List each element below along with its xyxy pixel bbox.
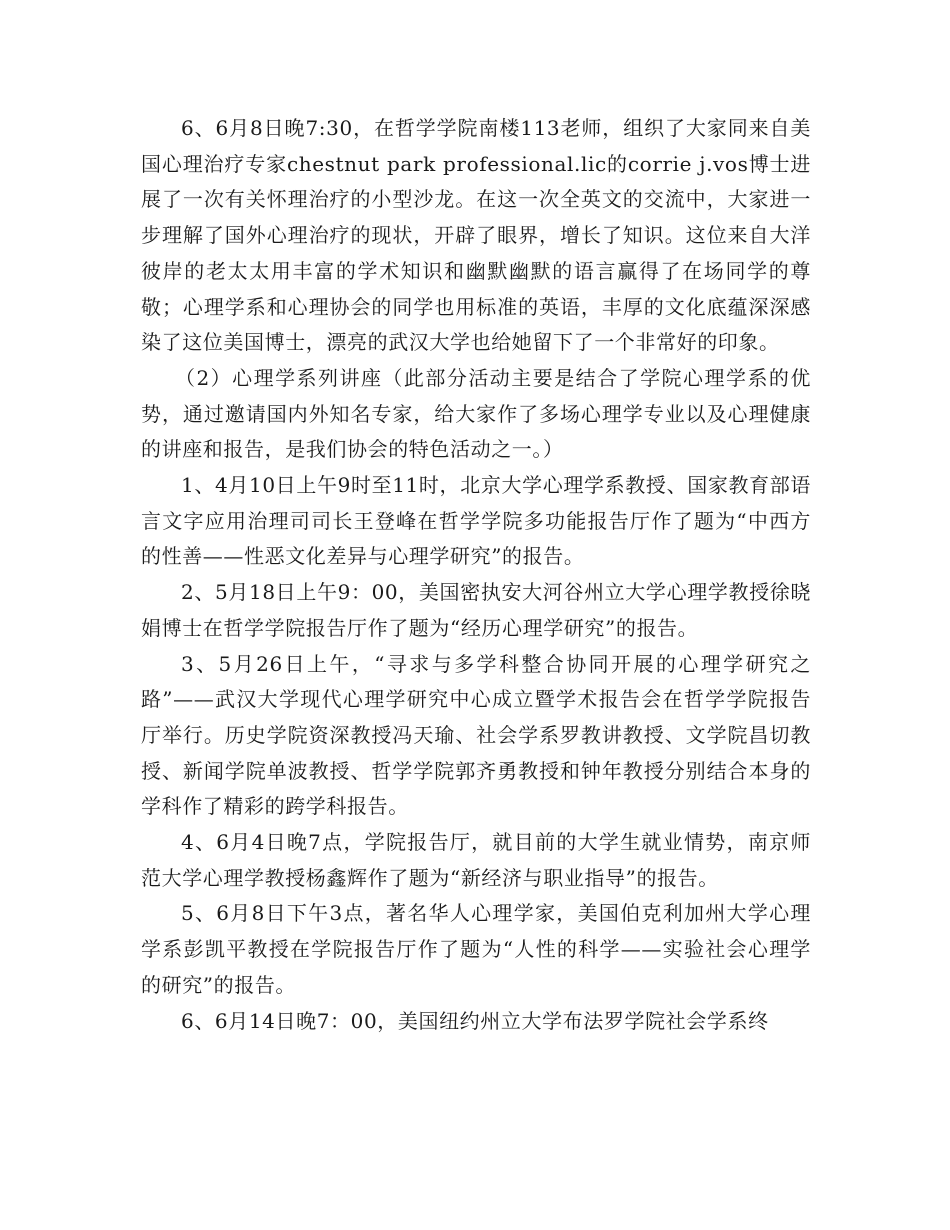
paragraph-lecture-4: 4、6月4日晚7点，学院报告厅，就目前的大学生就业情势，南京师范大学心理学教授杨鑫辉作了题为“新经济与职业指导”的报告。: [141, 830, 811, 890]
paragraph-lecture-5: 5、6月8日下午3点，著名华人心理学家，美国伯克利加州大学心理学系彭凯平教授在学院报告厅作了题为“人性的科学——实验社会心理学的研究”的报告。: [141, 901, 811, 997]
paragraph-lecture-series-heading: （2）心理学系列讲座（此部分活动主要是结合了学院心理学系的优势，通过邀请国内外知名专家，给大家作了多场心理学专业以及心理健康的讲座和报告，是我们协会的特色活动之一。）: [141, 365, 811, 462]
document-page: [141, 111, 811, 1039]
paragraph-salon: 6、6月8日晚7:30，在哲学学院南楼113老师，组织了大家同来自美国心理治疗专家chestnut park professional.lic的corrie j.vos博士进展了一次有关怀理治疗的小型沙龙。在这一次全英文的交流中，大家进一步理解了国外心理治疗的现状，开辟了眼界，增长了知识。这位来自大洋彼岸的老太太用丰富的学术知识和幽默幽默的语言赢得了在场同学的尊敬；心理学系和心理协会的同学也用标准的英语，丰厚的文化底蕴深深感染了这位美国博士，漂亮的武汉大学也给她留下了一个非常好的印象。: [141, 116, 811, 355]
paragraph-lecture-6: 6、6月14日晚7：00，美国纽约州立大学布法罗学院社会学系终: [181, 1008, 769, 1033]
paragraph-lecture-2: 2、5月18日上午9：00，美国密执安大河谷州立大学心理学教授徐晓娟博士在哲学学院报告厅作了题为“经历心理学研究”的报告。: [141, 580, 811, 640]
paragraph-lecture-3: 3、5月26日上午，“寻求与多学科整合协同开展的心理学研究之路”——武汉大学现代心理学研究中心成立暨学术报告会在哲学学院报告厅举行。历史学院资深教授冯天瑜、社会学系罗教讲教授、文学院昌切教授、新闻学院单波教授、哲学学院郭齐勇教授和钟年教授分别结合本身的学科作了精彩的跨学科报告。: [141, 651, 811, 819]
paragraph-lecture-1: 1、4月10日上午9时至11时，北京大学心理学系教授、国家教育部语言文字应用治理司司长王登峰在哲学学院多功能报告厅作了题为“中西方的性善——性恶文化差异与心理学研究”的报告。: [141, 473, 811, 569]
